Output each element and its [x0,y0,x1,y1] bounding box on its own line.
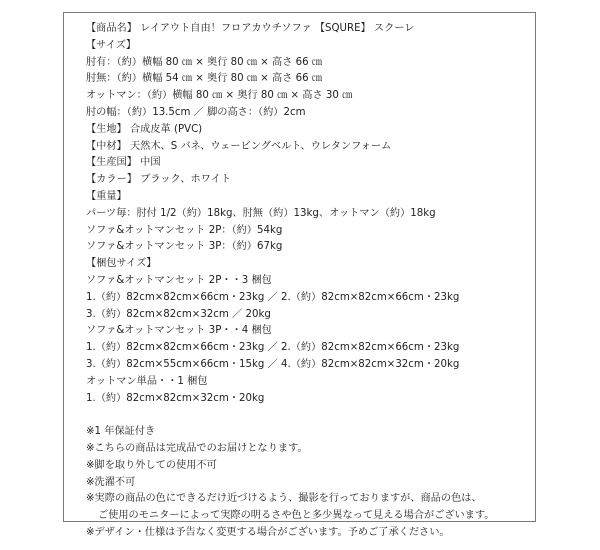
weight-line: ソファ&オットマンセット 3P：（約）67kg [86,241,283,253]
weight-line: ソファ&オットマンセット 2P：（約）54kg [86,224,283,236]
package-line: オットマン単品・・1 梱包 [86,375,208,387]
filling-line: 【中材】 天然木、S バネ、ウェービングベルト、ウレタンフォーム [86,140,392,152]
size-line: オットマン：（約）横幅 80 ㎝ × 奥行 80 ㎝ × 高さ 30 ㎝ [86,90,353,102]
blank-line [86,407,526,424]
note-line: ※実際の商品の色にできるだけ近づけるよう、撮影を行っておりますが、商品の色は、 [86,493,482,505]
weight-line: パーツ毎：肘付 1/2（約）18kg、肘無（約）13kg、オットマン（約）18kg [86,207,436,219]
note-line: ※洗濯不可 [86,476,136,488]
package-line: 3.（約）82cm×55cm×66cm・15kg ／ 4.（約）82cm×82cm×32cm・20kg [86,358,460,370]
package-line: 1.（約）82cm×82cm×66cm・23kg ／ 2.（約）82cm×82cm×66cm・23kg [86,291,460,303]
package-line: 1.（約）82cm×82cm×32cm・20kg [86,392,265,404]
package-line: ソファ&オットマンセット 3P・・4 梱包 [86,325,272,337]
size-line: 肘の幅：（約）13.5cm ／ 脚の高さ：（約）2cm [86,106,306,118]
country-line: 【生産国】 中国 [86,157,161,169]
color-line: 【カラー】 ブラック、ホワイト [86,174,231,186]
product-name-line: 【商品名】 レイアウト自由！フロアカウチソファ 【SQURE】 スクーレ [86,23,415,34]
package-line: 1.（約）82cm×82cm×66cm・23kg ／ 2.（約）82cm×82cm×66cm・23kg [86,342,460,354]
note-line: ※こちらの商品は完成品でのお届けとなります。 [86,442,308,454]
package-line: ソファ&オットマンセット 2P・・3 梱包 [86,274,272,286]
package-line: 3.（約）82cm×82cm×32cm ／ 20kg [86,308,271,320]
size-heading: 【サイズ】 [86,39,137,51]
spec-list [86,21,526,542]
note-line: ご使用のモニターによって実際の明るさや色と多少異なって見える場合がございます。 [98,510,495,522]
size-line: 肘無：（約）横幅 54 ㎝ × 奥行 80 ㎝ × 高さ 66 ㎝ [86,73,323,85]
note-line: ※脚を取り外しての使用不可 [86,459,217,471]
fabric-line: 【生地】 合成皮革 (PVC) [86,123,203,135]
package-heading: 【梱包サイズ】 [86,258,157,270]
note-line: ※デザイン・仕様は予告なく変更する場合がございます。予めご了承ください。 [86,526,450,538]
size-line: 肘有：（約）横幅 80 ㎝ × 奥行 80 ㎝ × 高さ 66 ㎝ [86,56,323,68]
weight-heading: 【重量】 [86,190,127,202]
note-line: ※1 年保証付き [86,426,156,438]
